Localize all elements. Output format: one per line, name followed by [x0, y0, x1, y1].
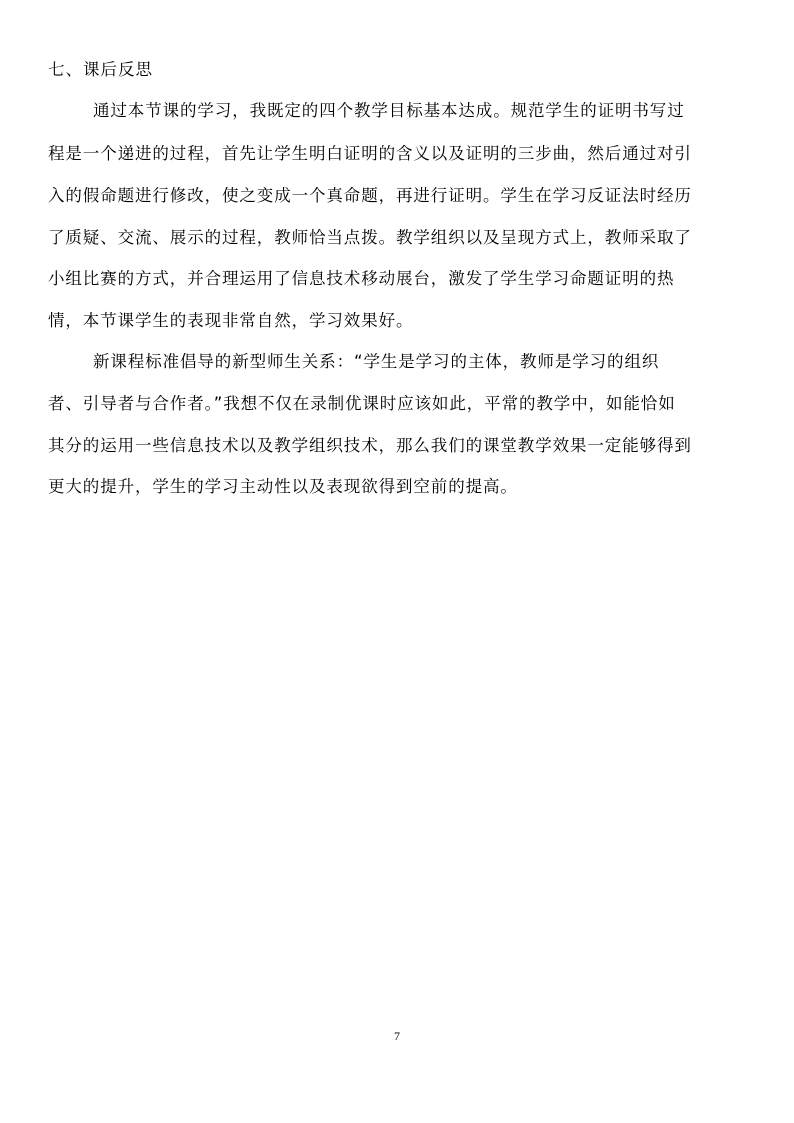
paragraph-line: 小组比赛的方式，并合理运用了信息技术移动展台，激发了学生学习命题证明的热 [48, 269, 675, 288]
section-heading: 七、课后反思 [48, 60, 153, 79]
paragraph-line: 入的假命题进行修改，使之变成一个真命题，再进行证明。学生在学习反证法时经历 [48, 186, 692, 205]
paragraph-line: 情，本节课学生的表现非常自然，学习效果好。 [48, 311, 414, 330]
paragraph-line: 者、引导者与合作者。”我想不仅在录制优课时应该如此，平常的教学中，如能恰如 [48, 394, 676, 413]
paragraph-line: 其分的运用一些信息技术以及教学组织技术，那么我们的课堂教学效果一定能够得到 [48, 436, 692, 455]
paragraph-line: 了质疑、交流、展示的过程，教师恰当点拨。教学组织以及呈现方式上，教师采取了 [48, 228, 692, 247]
paragraph-line: 更大的提升，学生的学习主动性以及表现欲得到空前的提高。 [48, 477, 518, 496]
paragraph-line: 通过本节课的学习，我既定的四个教学目标基本达成。规范学生的证明书写过 [93, 101, 685, 120]
paragraph-line: 程是一个递进的过程，首先让学生明白证明的含义以及证明的三步曲，然后通过对引 [48, 144, 692, 163]
page-number: 7 [394, 1029, 400, 1043]
paragraph-line: 新课程标准倡导的新型师生关系：“学生是学习的主体，教师是学习的组织 [93, 352, 660, 371]
